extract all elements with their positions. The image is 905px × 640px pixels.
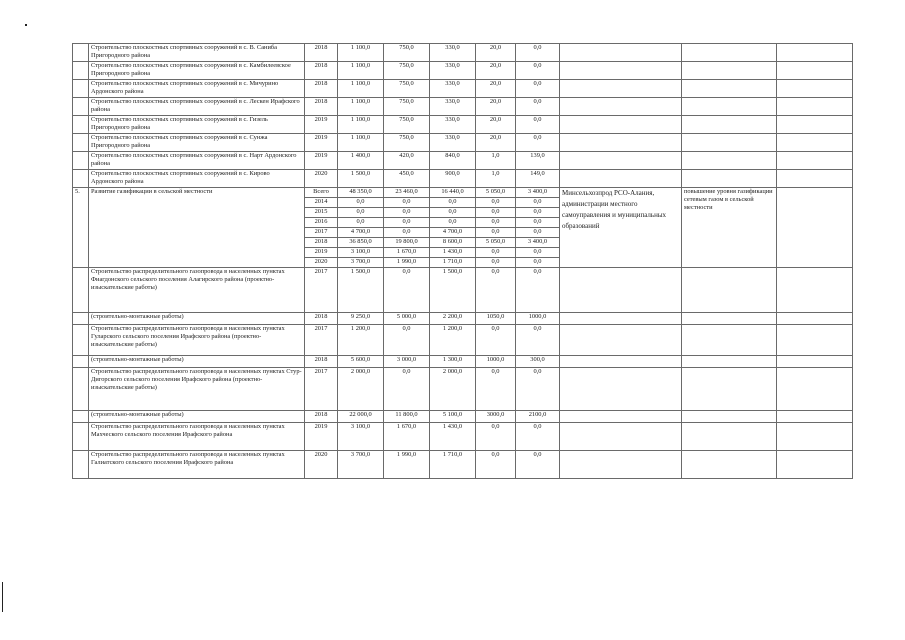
cell-reg: 840,0 <box>430 152 476 170</box>
cell-empty <box>560 368 682 411</box>
table-row <box>73 44 853 62</box>
cell-reg: 330,0 <box>430 80 476 98</box>
cell-reg: 1 710,0 <box>430 258 476 268</box>
cell-empty <box>777 411 853 423</box>
cell-empty <box>777 152 853 170</box>
cell-other: 0,0 <box>516 368 560 411</box>
section-title: Развитие газификации в сельской местности <box>89 188 305 268</box>
cell-mun: 0,0 <box>476 325 516 356</box>
cell-reg: 2 000,0 <box>430 368 476 411</box>
cell-empty <box>682 325 777 356</box>
scan-edge-mark <box>2 582 3 612</box>
cell-mun: 0,0 <box>476 258 516 268</box>
cell-empty <box>682 62 777 80</box>
cell-name: (строительно-монтажные работы) <box>89 313 305 325</box>
cell-total: 3 100,0 <box>338 248 384 258</box>
cell-mun: 0,0 <box>476 268 516 313</box>
cell-mun: 0,0 <box>476 218 516 228</box>
cell-fed: 0,0 <box>384 268 430 313</box>
cell-year: 2019 <box>305 152 338 170</box>
cell-empty <box>560 116 682 134</box>
cell-mun: 1,0 <box>476 170 516 188</box>
cell-number <box>73 134 89 152</box>
cell-other: 0,0 <box>516 134 560 152</box>
cell-other: 0,0 <box>516 218 560 228</box>
cell-empty <box>560 268 682 313</box>
cell-other: 1000,0 <box>516 313 560 325</box>
cell-name: Строительство распределительного газопровода в населенных пунктах Галиатского сельского поселения Ирафского района <box>89 451 305 479</box>
cell-name: (строительно-монтажные работы) <box>89 356 305 368</box>
scan-speck <box>25 24 27 26</box>
cell-year: 2018 <box>305 44 338 62</box>
cell-number <box>73 44 89 62</box>
table-row <box>73 80 853 98</box>
cell-mun: 3000,0 <box>476 411 516 423</box>
cell-number <box>73 313 89 325</box>
cell-total: 3 100,0 <box>338 423 384 451</box>
cell-fed: 5 000,0 <box>384 313 430 325</box>
cell-fed: 450,0 <box>384 170 430 188</box>
cell-total: 0,0 <box>338 208 384 218</box>
cell-fed: 1 990,0 <box>384 451 430 479</box>
cell-mun: 5 050,0 <box>476 238 516 248</box>
cell-empty <box>682 356 777 368</box>
cell-reg: 4 700,0 <box>430 228 476 238</box>
cell-name: Строительство плоскостных спортивных сооружений в с. Мичурино Ардонского района <box>89 80 305 98</box>
table-row <box>73 116 853 134</box>
cell-year: 2019 <box>305 134 338 152</box>
cell-other: 0,0 <box>516 258 560 268</box>
cell-empty <box>560 62 682 80</box>
cell-number <box>73 152 89 170</box>
cell-empty <box>682 268 777 313</box>
table-row <box>73 134 853 152</box>
cell-year: 2019 <box>305 116 338 134</box>
cell-number <box>73 98 89 116</box>
cell-number <box>73 368 89 411</box>
cell-empty <box>682 134 777 152</box>
cell-total: 0,0 <box>338 218 384 228</box>
table-row <box>73 152 853 170</box>
cell-total: 1 100,0 <box>338 98 384 116</box>
cell-mun: 1,0 <box>476 152 516 170</box>
cell-empty <box>682 423 777 451</box>
cell-reg: 8 600,0 <box>430 238 476 248</box>
budget-table <box>72 43 853 479</box>
cell-fed: 23 460,0 <box>384 188 430 198</box>
cell-total: 9 250,0 <box>338 313 384 325</box>
cell-mun: 0,0 <box>476 451 516 479</box>
cell-fed: 1 990,0 <box>384 258 430 268</box>
cell-name: (строительно-монтажные работы) <box>89 411 305 423</box>
cell-fed: 750,0 <box>384 98 430 116</box>
cell-empty <box>560 80 682 98</box>
cell-empty <box>560 152 682 170</box>
cell-year: 2018 <box>305 313 338 325</box>
table-row <box>73 188 853 198</box>
cell-year: 2015 <box>305 208 338 218</box>
cell-empty <box>777 356 853 368</box>
cell-mun: 20,0 <box>476 44 516 62</box>
cell-reg: 900,0 <box>430 170 476 188</box>
cell-fed: 1 670,0 <box>384 248 430 258</box>
cell-fed: 420,0 <box>384 152 430 170</box>
cell-fed: 0,0 <box>384 198 430 208</box>
cell-other: 0,0 <box>516 198 560 208</box>
cell-total: 36 850,0 <box>338 238 384 248</box>
cell-fed: 0,0 <box>384 228 430 238</box>
cell-other: 0,0 <box>516 62 560 80</box>
cell-total: 48 350,0 <box>338 188 384 198</box>
cell-empty <box>560 98 682 116</box>
cell-mun: 1050,0 <box>476 313 516 325</box>
cell-other: 0,0 <box>516 228 560 238</box>
cell-year: 2018 <box>305 238 338 248</box>
cell-total: 5 600,0 <box>338 356 384 368</box>
cell-year: 2020 <box>305 170 338 188</box>
cell-year: 2018 <box>305 62 338 80</box>
cell-total: 1 100,0 <box>338 80 384 98</box>
cell-mun: 0,0 <box>476 228 516 238</box>
cell-reg: 1 500,0 <box>430 268 476 313</box>
cell-name: Строительство распределительного газопровода в населенных пунктах Махческого сельского поселения Ирафского района <box>89 423 305 451</box>
cell-empty <box>560 325 682 356</box>
cell-name: Строительство распределительного газопровода в населенных пунктах Гуларского сельского поселения Ирафского района (проектно-изыскательские работы) <box>89 325 305 356</box>
section-result: повышение уровня газификации сетевым газом в сельской местности <box>682 188 777 268</box>
cell-empty <box>560 411 682 423</box>
cell-reg: 330,0 <box>430 98 476 116</box>
cell-total: 1 100,0 <box>338 62 384 80</box>
cell-empty <box>560 356 682 368</box>
cell-fed: 750,0 <box>384 116 430 134</box>
cell-mun: 0,0 <box>476 208 516 218</box>
cell-year: 2018 <box>305 80 338 98</box>
table-row <box>73 411 853 423</box>
cell-fed: 750,0 <box>384 44 430 62</box>
cell-total: 1 500,0 <box>338 268 384 313</box>
table-row <box>73 368 853 411</box>
cell-total: 22 000,0 <box>338 411 384 423</box>
cell-number <box>73 62 89 80</box>
cell-empty <box>682 80 777 98</box>
cell-total: 1 100,0 <box>338 44 384 62</box>
cell-other: 3 400,0 <box>516 238 560 248</box>
cell-number <box>73 268 89 313</box>
cell-year: 2019 <box>305 248 338 258</box>
cell-name: Строительство плоскостных спортивных сооружений в с. Камбилеевское Пригородного района <box>89 62 305 80</box>
cell-year: 2020 <box>305 451 338 479</box>
cell-year: 2014 <box>305 198 338 208</box>
cell-reg: 16 440,0 <box>430 188 476 198</box>
cell-total: 1 100,0 <box>338 134 384 152</box>
cell-other: 0,0 <box>516 98 560 116</box>
cell-other: 0,0 <box>516 208 560 218</box>
cell-other: 0,0 <box>516 325 560 356</box>
cell-name: Строительство плоскостных спортивных сооружений в с. Лескен Ирафского района <box>89 98 305 116</box>
cell-empty <box>682 98 777 116</box>
cell-empty <box>682 313 777 325</box>
cell-mun: 1000,0 <box>476 356 516 368</box>
table-row <box>73 451 853 479</box>
table-row <box>73 62 853 80</box>
cell-number <box>73 356 89 368</box>
cell-name: Строительство распределительного газопровода в населенных пунктах Стур-Дигорского сельского поселения Ирафского района (проектно-изыскательские работы) <box>89 368 305 411</box>
cell-year: 2018 <box>305 98 338 116</box>
cell-total: 4 700,0 <box>338 228 384 238</box>
cell-reg: 330,0 <box>430 116 476 134</box>
cell-total: 3 700,0 <box>338 451 384 479</box>
cell-mun: 0,0 <box>476 198 516 208</box>
cell-number <box>73 116 89 134</box>
cell-reg: 1 430,0 <box>430 423 476 451</box>
cell-empty <box>682 451 777 479</box>
cell-year: Всего <box>305 188 338 198</box>
cell-year: 2017 <box>305 368 338 411</box>
cell-empty <box>777 188 853 268</box>
cell-reg: 330,0 <box>430 44 476 62</box>
cell-empty <box>777 62 853 80</box>
table-row <box>73 268 853 313</box>
cell-fed: 0,0 <box>384 368 430 411</box>
cell-number <box>73 451 89 479</box>
table-row <box>73 170 853 188</box>
cell-other: 149,0 <box>516 170 560 188</box>
cell-empty <box>777 116 853 134</box>
cell-fed: 19 800,0 <box>384 238 430 248</box>
section-executor: Минсельхозпрод РСО-Алания, администрации местного самоуправления и муниципальных образований <box>560 188 682 268</box>
cell-total: 2 000,0 <box>338 368 384 411</box>
table-row <box>73 313 853 325</box>
cell-other: 0,0 <box>516 44 560 62</box>
cell-name: Строительство плоскостных спортивных сооружений в с. Кирово Ардонского района <box>89 170 305 188</box>
cell-empty <box>560 313 682 325</box>
cell-fed: 750,0 <box>384 134 430 152</box>
cell-reg: 2 200,0 <box>430 313 476 325</box>
cell-empty <box>682 368 777 411</box>
cell-empty <box>777 80 853 98</box>
cell-other: 0,0 <box>516 423 560 451</box>
cell-empty <box>682 116 777 134</box>
cell-empty <box>560 451 682 479</box>
cell-empty <box>682 44 777 62</box>
cell-number <box>73 423 89 451</box>
cell-year: 2016 <box>305 218 338 228</box>
cell-empty <box>682 170 777 188</box>
cell-total: 3 700,0 <box>338 258 384 268</box>
cell-reg: 5 100,0 <box>430 411 476 423</box>
cell-fed: 750,0 <box>384 80 430 98</box>
cell-total: 1 400,0 <box>338 152 384 170</box>
cell-fed: 3 000,0 <box>384 356 430 368</box>
table-row <box>73 356 853 368</box>
cell-reg: 1 300,0 <box>430 356 476 368</box>
cell-year: 2019 <box>305 423 338 451</box>
cell-empty <box>560 44 682 62</box>
cell-empty <box>777 423 853 451</box>
cell-name: Строительство плоскостных спортивных сооружений в с. Гизель Пригородного района <box>89 116 305 134</box>
cell-other: 0,0 <box>516 268 560 313</box>
cell-total: 1 100,0 <box>338 116 384 134</box>
cell-mun: 20,0 <box>476 80 516 98</box>
cell-year: 2017 <box>305 228 338 238</box>
cell-empty <box>777 451 853 479</box>
cell-fed: 0,0 <box>384 218 430 228</box>
cell-number <box>73 411 89 423</box>
cell-other: 0,0 <box>516 116 560 134</box>
section-number: 5. <box>73 188 89 268</box>
cell-empty <box>560 170 682 188</box>
cell-fed: 0,0 <box>384 208 430 218</box>
cell-other: 139,0 <box>516 152 560 170</box>
cell-reg: 330,0 <box>430 134 476 152</box>
cell-total: 1 200,0 <box>338 325 384 356</box>
cell-name: Строительство распределительного газопровода в населенных пунктах Фиагдонского сельского поселения Алагирского района (проектно-изыскательские работы) <box>89 268 305 313</box>
cell-empty <box>682 152 777 170</box>
cell-other: 2100,0 <box>516 411 560 423</box>
cell-mun: 20,0 <box>476 62 516 80</box>
cell-reg: 0,0 <box>430 198 476 208</box>
cell-other: 0,0 <box>516 80 560 98</box>
cell-reg: 1 430,0 <box>430 248 476 258</box>
cell-empty <box>682 411 777 423</box>
cell-mun: 20,0 <box>476 98 516 116</box>
cell-reg: 1 710,0 <box>430 451 476 479</box>
cell-fed: 750,0 <box>384 62 430 80</box>
cell-other: 3 400,0 <box>516 188 560 198</box>
table-row <box>73 423 853 451</box>
cell-mun: 20,0 <box>476 134 516 152</box>
cell-mun: 5 050,0 <box>476 188 516 198</box>
cell-reg: 0,0 <box>430 208 476 218</box>
cell-empty <box>777 368 853 411</box>
cell-name: Строительство плоскостных спортивных сооружений в с. В. Саниба Пригородного района <box>89 44 305 62</box>
cell-name: Строительство плоскостных спортивных сооружений в с. Сунжа Пригородного района <box>89 134 305 152</box>
cell-mun: 20,0 <box>476 116 516 134</box>
cell-name: Строительство плоскостных спортивных сооружений в с. Нарт Ардонского района <box>89 152 305 170</box>
cell-year: 2017 <box>305 325 338 356</box>
cell-other: 300,0 <box>516 356 560 368</box>
cell-reg: 1 200,0 <box>430 325 476 356</box>
cell-fed: 0,0 <box>384 325 430 356</box>
cell-empty <box>560 134 682 152</box>
table-row <box>73 325 853 356</box>
cell-empty <box>777 134 853 152</box>
cell-other: 0,0 <box>516 248 560 258</box>
cell-mun: 0,0 <box>476 248 516 258</box>
cell-total: 1 500,0 <box>338 170 384 188</box>
cell-mun: 0,0 <box>476 368 516 411</box>
table-row <box>73 98 853 116</box>
cell-empty <box>777 170 853 188</box>
cell-reg: 0,0 <box>430 218 476 228</box>
cell-year: 2018 <box>305 356 338 368</box>
cell-number <box>73 170 89 188</box>
cell-year: 2018 <box>305 411 338 423</box>
cell-empty <box>777 268 853 313</box>
cell-total: 0,0 <box>338 198 384 208</box>
cell-number <box>73 80 89 98</box>
cell-mun: 0,0 <box>476 423 516 451</box>
cell-year: 2020 <box>305 258 338 268</box>
cell-other: 0,0 <box>516 451 560 479</box>
cell-fed: 1 670,0 <box>384 423 430 451</box>
cell-empty <box>560 423 682 451</box>
cell-reg: 330,0 <box>430 62 476 80</box>
cell-empty <box>777 44 853 62</box>
cell-number <box>73 325 89 356</box>
cell-empty <box>777 313 853 325</box>
cell-year: 2017 <box>305 268 338 313</box>
cell-empty <box>777 325 853 356</box>
cell-empty <box>777 98 853 116</box>
cell-fed: 11 800,0 <box>384 411 430 423</box>
